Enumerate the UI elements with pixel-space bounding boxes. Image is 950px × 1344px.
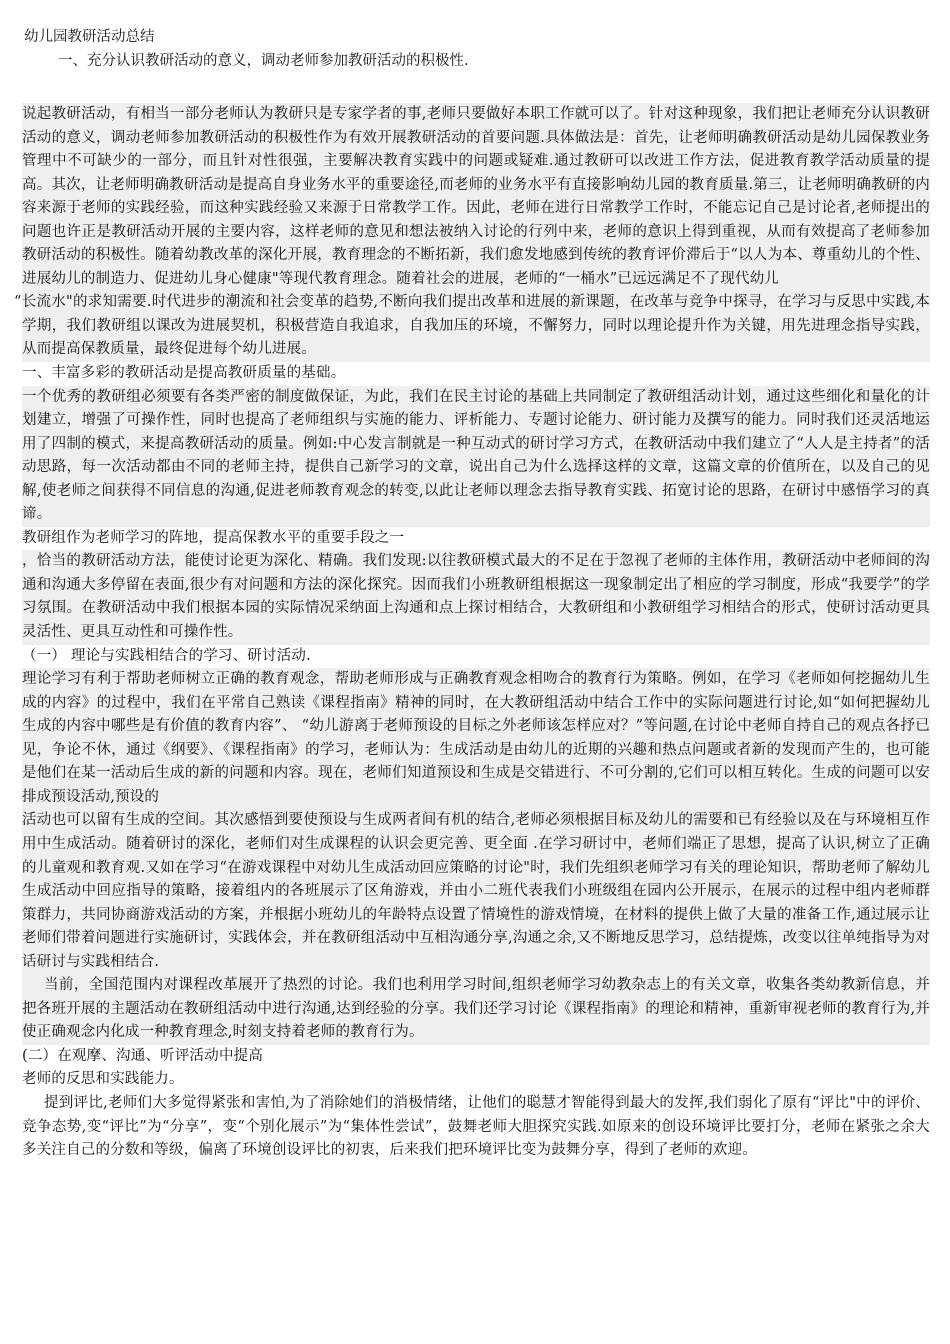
paragraph: “长流水"的求知需要.时代进步的潮流和社会变革的趋势,不断向我们提出改革和进展的新课题，在改革与竞争中探寻，在学习与反思中实践,本学期，我们教研组以课改为进展契机，积极营造自我追求，自我加压的环境，不懈努力，同时以理论提升作为关键，用先进理念指导实践，从而提高保教质量，最终促进每个幼儿进展。 (22, 291, 930, 362)
section-heading: 老师的反思和实践能力。 (22, 1071, 184, 1088)
document-body (14, 103, 930, 1163)
section-heading: 一、丰富多彩的教研活动是提高教研质量的基础。 (22, 365, 346, 382)
section-heading: （一） 理论与实践相结合的学习、研讨活动. (22, 647, 311, 664)
section-heading: 一、充分认识教研活动的意义，调动老师参加教研活动的积极性. (58, 53, 469, 69)
paragraph: 理论学习有利于帮助老师树立正确的教育观念，帮助老师形成与正确教育观念相吻合的教育行为策略。例如，在学习《老师如何挖掘幼儿生成的内容》的过程中，我们在平常自己熟读《课程指南》精神的同时，在大教研组活动中结合工作中的实际问题进行讨论,如“如何把握幼儿生成的内容中哪些是有价值的教育内容”、 “幼儿游离于老师预设的目标之外老师该怎样应对？”等问题,在讨论中老师自持自己的观点各抒已见，争论不休，通过《纲要》、《课程指南》的学习，老师认为：生成活动是由幼儿的近期的兴趣和热点问题或者新的发现而产生的，也可能是他们在某一活动后生成的新的问题和内容。现在，老师们知道预设和生成是交错进行、不可分割的,它们可以相互转化。生成的问题可以安排成预设活动,预设的 (22, 668, 930, 809)
paragraph: 活动也可以留有生成的空间。其次感悟到要使预设与生成两者间有机的结合,老师必须根据目标及幼儿的需要和已有经验以及在与环境相互作用中生成活动。随着研讨的深化，老师们对生成课程的认识会更完善、更全面 .在学习研讨中，老师们端正了思想，提高了认识,树立了正确的儿童观和教育观.又如在学习“在游戏课程中对幼儿生成活动回应策略的讨论"时，我们先组织老师学习有关的理论知识，帮助老师了解幼儿生成活动中回应指导的策略，接着组内的各班展示了区角游戏，并由小二班代表我们小班级组在园内公开展示，在展示的过程中组内老师群策群力，共同协商游戏活动的方案，并根据小班幼儿的年龄特点设置了情境性的游戏情境，在材料的提供上做了大量的准备工作,通过展示让老师们带着问题进行实施研讨，实践体会，并在教研组活动中互相沟通分享,沟通之余,又不断地反思学习，总结提炼，改变以往单纯指导为对话研讨与实践相结合. (22, 809, 930, 974)
document-title: 幼儿园教研活动总结 (24, 29, 155, 45)
paragraph: 一个优秀的教研组必须要有各类严密的制度做保证，为此，我们在民主讨论的基础上共同制定了教研组活动计划，通过这些细化和量化的计划建立，增强了可操作性，同时也提高了老师组织与实施的能力、评析能力、专题讨论能力、研讨能力及撰写的能力。同时我们还灵活地运用了四制的模式，来提高教研活动的质量。例如:中心发言制就是一种互动式的研讨学习方式，在教研活动中我们建立了“人人是主持者”的活动思路，每一次活动都由不同的老师主持，提供自己新学习的文章，说出自己为什么选择这样的文章，这篇文章的价值所在，以及自己的见解,使老师之间获得不同信息的沟通,促进老师教育观念的转变,以此让老师以理念去指导教育实践、拓宽讨论的思路，在研讨中感悟学习的真谛。 (22, 386, 930, 527)
section-heading: (二）在观摩、沟通、听评活动中提高 (22, 1047, 264, 1064)
paragraph: 当前，全国范围内对课程改革展开了热烈的讨论。我们也利用学习时间,组织老师学习幼教杂志上的有关文章，收集各类幼教新信息，并把各班开展的主题活动在教研组活动中进行沟通,达到经验的分享。我们还学习讨论《课程指南》的理论和精神，重新审视老师的教育行为,并使正确观念内化成一种教育理念,时刻支持着老师的教育行为。 (22, 974, 930, 1045)
paragraph: ，恰当的教研活动方法，能使讨论更为深化、精确。我们发现:以往教研模式最大的不足在于忽视了老师的主体作用，教研活动中老师间的沟通和沟通大多停留在表面,很少有对问题和方法的深化探究。因而我们小班教研组根据这一现象制定出了相应的学习制度，形成“我要学”的学习氛围。在教研活动中我们根据本园的实际情况采纳面上沟通和点上探讨相结合，大教研组和小教研组学习相结合的形式，使研讨活动更具灵活性、更具互动性和可操作性。 (22, 550, 930, 644)
paragraph: 教研组作为老师学习的阵地，提高保教水平的重要手段之一 (22, 529, 405, 546)
paragraph: 提到评比,老师们大多觉得紧张和害怕,为了消除她们的消极情绪，让他们的聪慧才智能得到最大的发挥,我们弱化了原有“评比"中的评价、竞争态势,变“评比”为“分享”，变“个别化展示”为“集体性尝试”，鼓舞老师大胆探究实践.如原来的创设环境评比要打分，老师在紧张之余大多关注自己的分数和等级，偏离了环境创设评比的初衷，后来我们把环境评比变为鼓舞分享，得到了老师的欢迎。 (22, 1094, 930, 1159)
paragraph: 说起教研活动，有相当一部分老师认为教研只是专家学者的事,老师只要做好本职工作就可以了。针对这种现象，我们把让老师充分认识教研活动的意义，调动老师参加教研活动的积极性作为有效开展教研活动的首要问题.具体做法是：首先，让老师明确教研活动是幼儿园保教业务管理中不可缺少的一部分，而且针对性很强，主要解决教育实践中的问题或疑难.通过教研可以改进工作方法，促进教育教学活动质量的提高。其次，让老师明确教研活动是提高自身业务水平的重要途径,而老师的业务水平有直接影响幼儿园的教育质量.第三，让老师明确教研的内容来源于老师的实践经验，而这种实践经验又来源于日常教学工作。因此，老师在进行日常教学工作时，不能忘记自己是讨论者,老师提出的问题也许正是教研活动开展的主要内容，这样老师的意见和想法被纳入讨论的行列中来，老师的意识上得到重视，从而有效提高了老师参加教研活动的积极性。随着幼教改革的深化开展，教育理念的不断拓新，我们愈发地感到传统的教育评价滞后于“以人为本、尊重幼儿的个性、进展幼儿的制造力、促进幼儿身心健康"等现代教育理念。随着社会的进展，老师的“一桶水”已远远满足不了现代幼儿 (22, 103, 930, 291)
